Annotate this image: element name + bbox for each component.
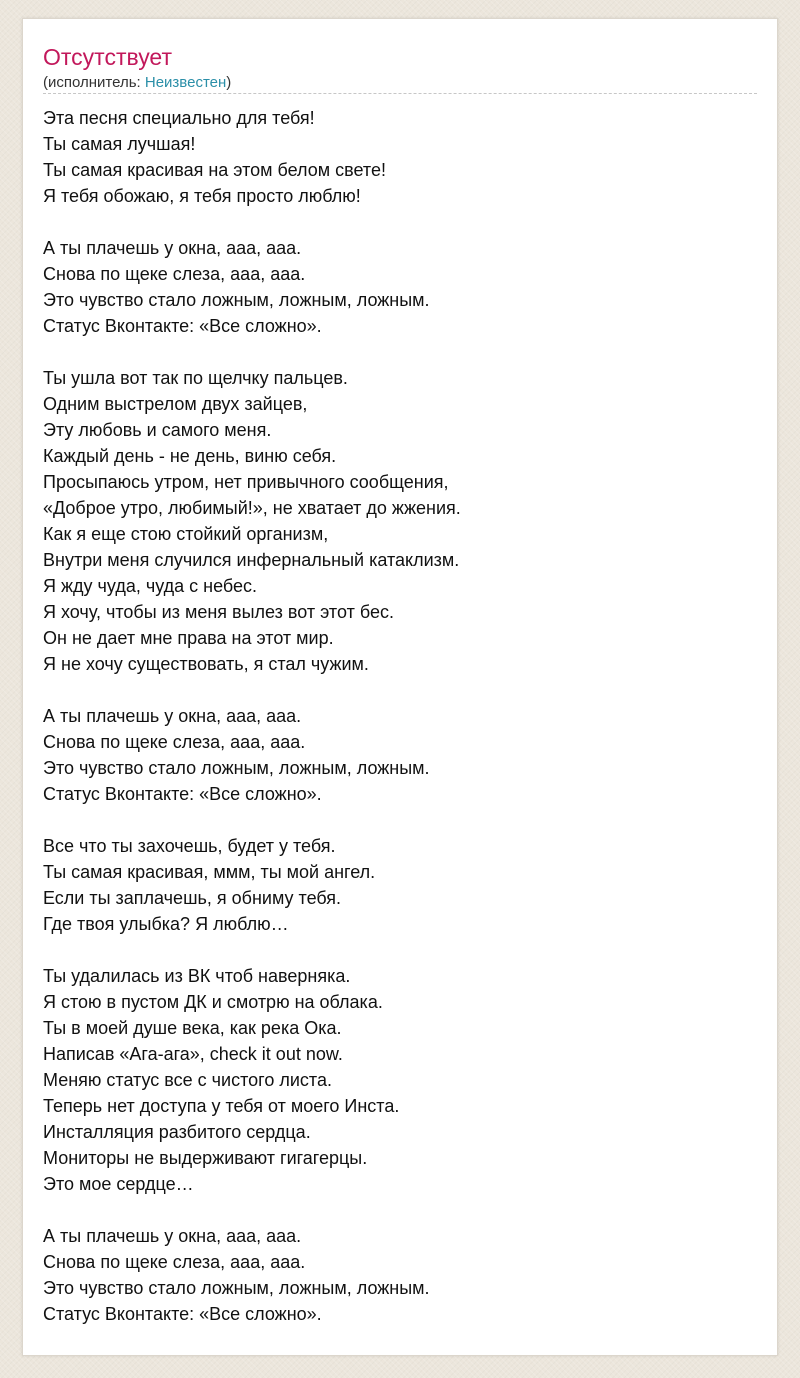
lyric-line: Если ты заплачешь, я обниму тебя. [43, 888, 342, 908]
lyric-line: Это мое сердце… [43, 1174, 194, 1194]
lyric-line: Снова по щеке слеза, ааа, ааа. [43, 732, 306, 752]
lyrics-stanza [43, 833, 759, 937]
lyric-line: Я хочу, чтобы из меня вылез вот этот бес. [43, 602, 394, 622]
lyric-line: Снова по щеке слеза, ааа, ааа. [43, 264, 306, 284]
lyrics-stanza [43, 365, 759, 677]
lyric-line: Одним выстрелом двух зайцев, [43, 394, 308, 414]
lyric-line: Ты в моей душе века, как река Ока. [43, 1018, 342, 1038]
lyric-line: Ты самая красивая на этом белом свете! [43, 160, 386, 180]
lyrics-stanza [43, 703, 759, 807]
lyric-line: Инсталляция разбитого сердца. [43, 1122, 311, 1142]
lyric-line: А ты плачешь у окна, ааа, ааа. [43, 706, 302, 726]
lyric-line: Теперь нет доступа у тебя от моего Инста. [43, 1096, 400, 1116]
lyric-line: Эта песня специально для тебя! [43, 108, 315, 128]
lyric-line: Это чувство стало ложным, ложным, ложным. [43, 290, 430, 310]
lyric-line: Я жду чуда, чуда с небес. [43, 576, 258, 596]
lyric-line: Все что ты захочешь, будет у тебя. [43, 836, 336, 856]
lyric-line: Это чувство стало ложным, ложным, ложным. [43, 758, 430, 778]
lyric-line: Внутри меня случился инфернальный катаклизм. [43, 550, 460, 570]
divider [43, 93, 757, 94]
lyric-line: А ты плачешь у окна, ааа, ааа. [43, 238, 302, 258]
lyric-line: Статус Вконтакте: «Все сложно». [43, 1304, 322, 1324]
lyric-line: Ты самая красивая, ммм, ты мой ангел. [43, 862, 376, 882]
lyric-line: Я не хочу существовать, я стал чужим. [43, 654, 369, 674]
lyric-line: Меняю статус все с чистого листа. [43, 1070, 332, 1090]
lyrics-text [43, 105, 759, 1353]
lyric-line: Написав «Ага-ага», check it out now. [43, 1044, 343, 1064]
lyrics-stanza [43, 963, 759, 1197]
artist-line [43, 73, 231, 93]
lyric-line: Ты удалилась из ВК чтоб наверняка. [43, 966, 351, 986]
lyric-line: «Доброе утро, любимый!», не хватает до жжения. [43, 498, 461, 518]
lyric-line: Эту любовь и самого меня. [43, 420, 272, 440]
lyric-line: Статус Вконтакте: «Все сложно». [43, 784, 322, 804]
lyrics-stanza [43, 1223, 759, 1327]
lyric-line: Просыпаюсь утром, нет привычного сообщения, [43, 472, 449, 492]
lyric-line: Он не дает мне права на этот мир. [43, 628, 334, 648]
lyric-line: Я тебя обожаю, я тебя просто люблю! [43, 186, 361, 206]
artist-prefix: (исполнитель: [43, 74, 145, 91]
lyric-line: Ты самая лучшая! [43, 134, 196, 154]
lyric-line: Как я еще стою стойкий организм, [43, 524, 329, 544]
lyrics-stanza [43, 235, 759, 339]
lyric-line: Каждый день - не день, виню себя. [43, 446, 337, 466]
artist-suffix: ) [226, 74, 232, 91]
lyric-line: Статус Вконтакте: «Все сложно». [43, 316, 322, 336]
artist-link[interactable]: Неизвестен [144, 74, 227, 91]
lyric-line: Мониторы не выдерживают гигагерцы. [43, 1148, 368, 1168]
lyric-line: Я стою в пустом ДК и смотрю на облака. [43, 992, 383, 1012]
lyric-line: Это чувство стало ложным, ложным, ложным. [43, 1278, 430, 1298]
lyric-line: Снова по щеке слеза, ааа, ааа. [43, 1252, 306, 1272]
lyric-line: А ты плачешь у окна, ааа, ааа. [43, 1226, 302, 1246]
song-title: Отсутствует [43, 44, 172, 70]
lyrics-card [22, 18, 778, 1356]
lyrics-stanza [43, 105, 759, 209]
lyric-line: Где твоя улыбка? Я люблю… [43, 914, 289, 934]
lyric-line: Ты ушла вот так по щелчку пальцев. [43, 368, 348, 388]
